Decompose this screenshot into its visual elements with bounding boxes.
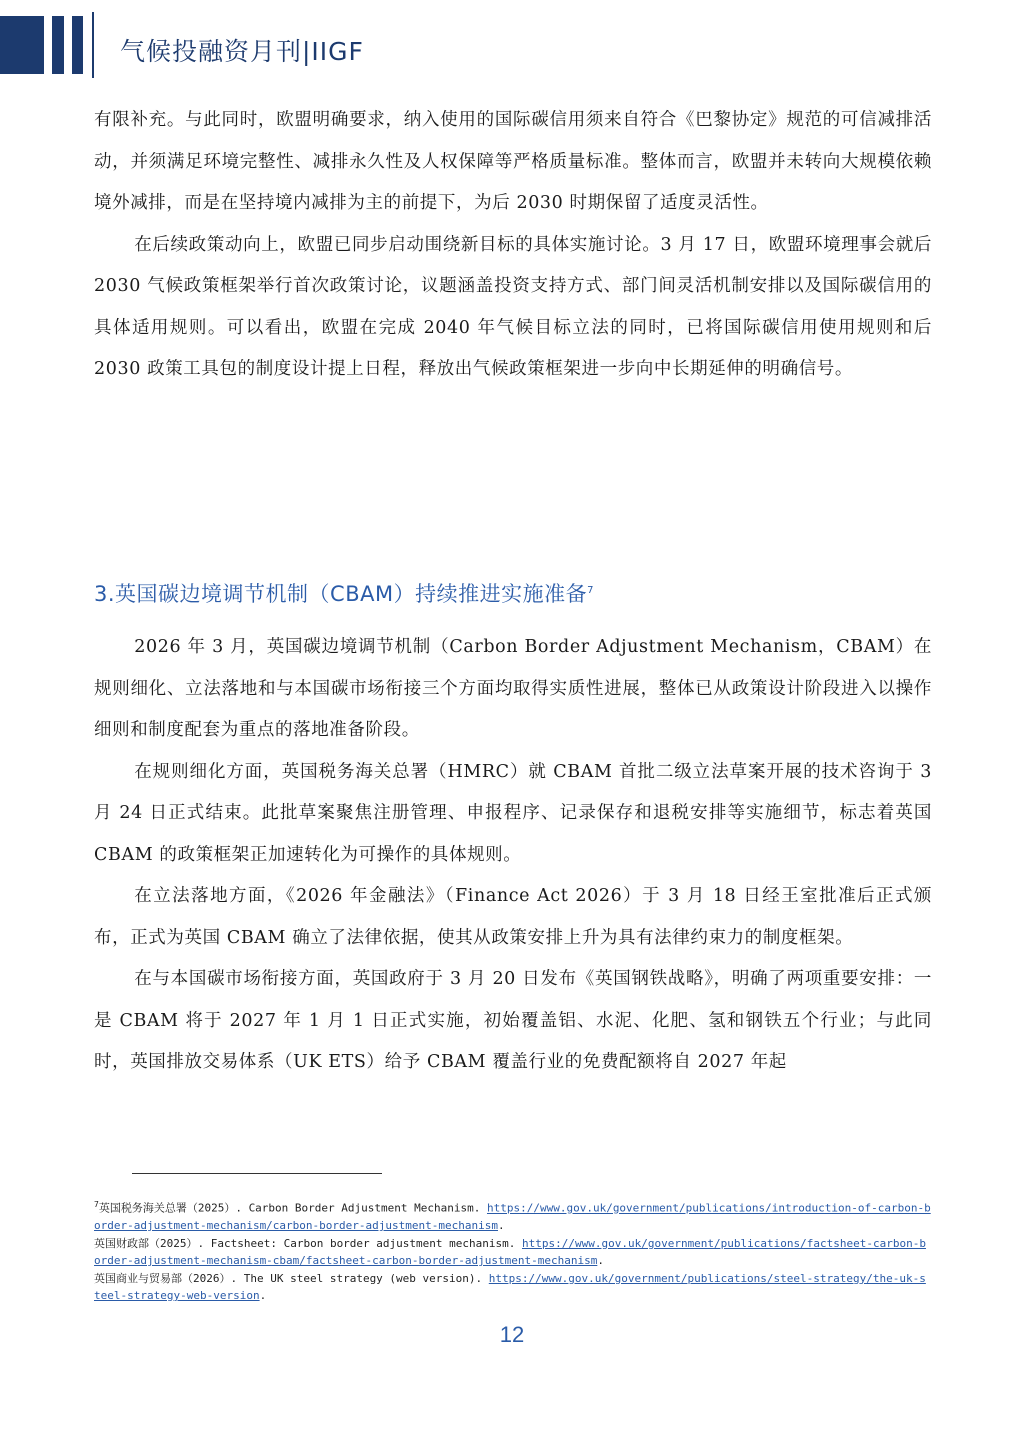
footnote-link[interactable]: https://www.gov.uk/government/publications/steel-strategy/the-uk-steel-strategy-web-version: [94, 1271, 926, 1303]
footnote-divider: [132, 1173, 382, 1174]
footnote-text: 英国商业与贸易部（2026）. The UK steel strategy (web version).: [94, 1271, 489, 1285]
footnote-text: 英国财政部（2025）. Factsheet: Carbon border adjustment mechanism.: [94, 1236, 522, 1250]
paragraph: 有限补充。与此同时，欧盟明确要求，纳入使用的国际碳信用须来自符合《巴黎协定》规范的可信减排活动，并须满足环境完整性、减排永久性及人权保障等严格质量标准。整体而言，欧盟并未转向大规模依赖境外减排，而是在坚持境内减排为主的前提下，为后 2030 时期保留了适度灵活性。: [94, 110, 932, 213]
section-heading-text: 3.英国碳边境调节机制（CBAM）持续推进实施准备: [94, 582, 588, 606]
paragraph: 2026 年 3 月，英国碳边境调节机制（Carbon Border Adjustment Mechanism，CBAM）在规则细化、立法落地和与本国碳市场衔接三个方面均取得实质性进展，整体已从政策设计阶段进入以操作细则和制度配套为重点的落地准备阶段。: [94, 637, 932, 740]
footnote: 英国商业与贸易部（2026）. The UK steel strategy (web version). https://www.gov.uk/government/publications/steel-strategy/the-uk-steel-strategy-web-version.: [94, 1271, 926, 1303]
page-number: 12: [499, 1322, 525, 1347]
body-text-top: [94, 100, 932, 391]
footnote-reference[interactable]: 7: [587, 585, 594, 596]
publication-title: 气候投融资月刊|IIGF: [120, 37, 364, 66]
section-heading: [94, 578, 594, 608]
footnotes: [94, 1196, 932, 1305]
header-bar: [72, 16, 83, 74]
header-divider: [92, 12, 94, 78]
footnote-marker: 7: [94, 1200, 99, 1209]
body-text-section: [94, 627, 932, 1084]
paragraph: 在规则细化方面，英国税务海关总署（HMRC）就 CBAM 首批二级立法草案开展的技术咨询于 3 月 24 日正式结束。此批草案聚焦注册管理、申报程序、记录保存和退税安排等实施细节，标志着英国 CBAM 的政策框架正加速转化为可操作的具体规则。: [94, 761, 932, 865]
header-bar: [0, 16, 44, 74]
header-bar: [52, 16, 64, 74]
footnote-link[interactable]: https://www.gov.uk/government/publications/factsheet-carbon-border-adjustment-mechanism-cbam/factsheet-carbon-border-adjustment-mechanism: [94, 1236, 926, 1268]
footnote: $^7$英国税务海关总署（2025）. Carbon Border Adjustment Mechanism. https://www.gov.uk/government/publications/introduction-of-carbon-border-adjustment-mechanism/carbon-border-adjustment-mechanism.: [94, 1200, 931, 1233]
footnote-text: 英国税务海关总署（2025）. Carbon Border Adjustment Mechanism.: [98, 1201, 487, 1215]
paragraph: 在后续政策动向上，欧盟已同步启动围绕新目标的具体实施讨论。3 月 17 日，欧盟环境理事会就后 2030 气候政策框架举行首次政策讨论，议题涵盖投资支持方式、部门间灵活机制安排以及国际碳信用的具体适用规则。可以看出，欧盟在完成 2040 年气候目标立法的同时，已将国际碳信用使用规则和后 2030 政策工具包的制度设计提上日程，释放出气候政策框架进一步向中长期延伸的明确信号。: [94, 234, 932, 379]
footnote: 英国财政部（2025）. Factsheet: Carbon border adjustment mechanism. https://www.gov.uk/government/publications/factsheet-carbon-border-adjustment-mechanism-cbam/factsheet-carbon-border-adjustment-mechanism.: [94, 1236, 926, 1268]
paragraph: 在立法落地方面，《2026 年金融法》（Finance Act 2026）于 3 月 18 日经王室批准后正式颁布，正式为英国 CBAM 确立了法律依据，使其从政策安排上升为具有法律约束力的制度框架。: [94, 886, 932, 948]
footnote-link[interactable]: https://www.gov.uk/government/publications/introduction-of-carbon-border-adjustment-mechanism/carbon-border-adjustment-mechanism: [94, 1201, 931, 1233]
paragraph: 在与本国碳市场衔接方面，英国政府于 3 月 20 日发布《英国钢铁战略》，明确了两项重要安排：一是 CBAM 将于 2027 年 1 月 1 日正式实施，初始覆盖铝、水泥、化肥、氢和钢铁五个行业；与此同时，英国排放交易体系（UK ETS）给予 CBAM 覆盖行业的免费配额将自 2027 年起: [94, 969, 932, 1072]
